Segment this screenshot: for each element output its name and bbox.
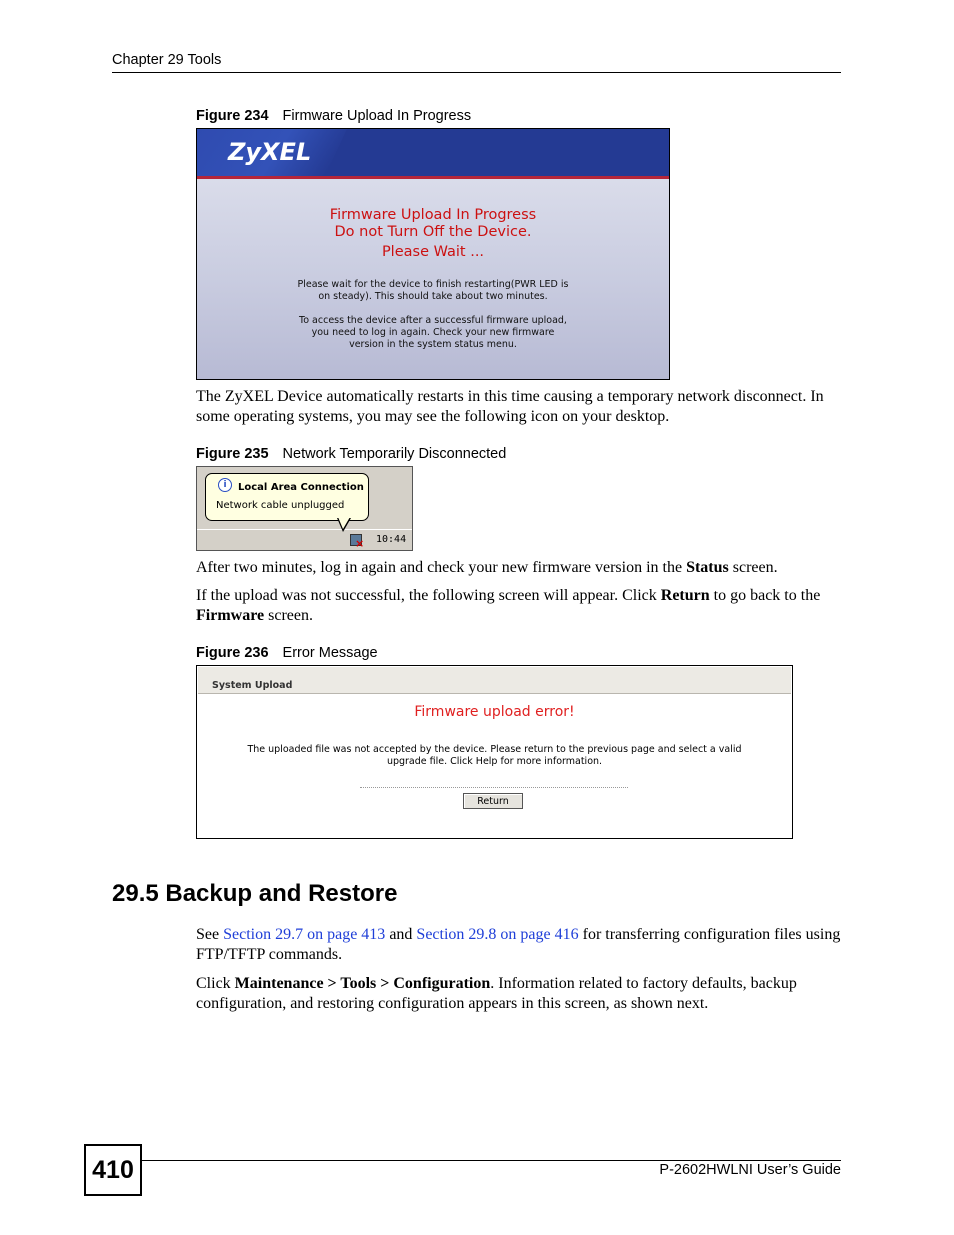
figure-236-title: Error Message (282, 645, 378, 661)
network-disconnected-screen (196, 466, 413, 551)
paragraph-check-version (196, 558, 841, 578)
figure-234-caption (196, 108, 471, 124)
s2-click: Click (196, 975, 235, 992)
section-paragraph-see (196, 925, 841, 965)
upload-heading-line: Firmware Upload In Progress (329, 207, 537, 223)
banner-accent-line (197, 176, 669, 179)
paragraph-upload-failed (196, 586, 841, 626)
notification-balloon[interactable] (205, 473, 369, 521)
disconnected-x-icon: × (355, 537, 365, 550)
tray-clock: 10:44 (376, 534, 407, 545)
p2-text-end: screen. (728, 559, 778, 576)
error-message-line: The uploaded file was not accepted by the device. Please return to the previous page and select a valid (247, 744, 742, 755)
chapter-header: Chapter 29 Tools (112, 52, 222, 68)
balloon-message: Network cable unplugged (216, 500, 345, 511)
figure-234-title: Firmware Upload In Progress (282, 108, 472, 124)
zyxel-banner (197, 129, 669, 176)
paragraph-restart: The ZyXEL Device automatically restarts in this time causing a temporary network disconnect. In some operating systems, you may see the following icon on your desktop. (196, 388, 824, 425)
s1-and: and (385, 926, 417, 943)
firmware-upload-screen (196, 128, 670, 380)
header-rule (112, 72, 841, 73)
s2-rest: . Information related to factory defaults, backup configuration, and restoring configuration appears in this screen, as shown next. (196, 975, 797, 1012)
link-section-29-8[interactable]: Section 29.8 on page 416 (416, 926, 579, 943)
guide-title: P-2602HWLNI User’s Guide (659, 1162, 841, 1178)
s1-rest: for transferring configuration files using FTP/TFTP commands. (196, 926, 841, 963)
dotted-divider (360, 787, 628, 788)
figure-236-caption (196, 645, 378, 661)
access-message-line: version in the system status menu. (349, 339, 517, 350)
error-message-line: upgrade file. Click Help for more information. (386, 756, 603, 767)
wait-message-line: on steady). This should take about two minutes. (318, 291, 548, 302)
zyxel-logo: ZyXEL (228, 138, 312, 166)
wait-message-line: Please wait for the device to finish restarting(PWR LED is (297, 279, 569, 290)
balloon-title: Local Area Connection (238, 482, 364, 493)
p2-status: Status (686, 559, 729, 576)
return-button[interactable]: Return (463, 793, 523, 809)
figure-234-label: Figure 234 (196, 108, 269, 124)
p3-text: If the upload was not successful, the following screen will appear. Click (196, 587, 661, 604)
p3-firmware: Firmware (196, 607, 265, 624)
balloon-tail-fill (338, 517, 350, 529)
access-message-line: you need to log in again. Check your new firmware (311, 327, 555, 338)
s2-menu-path: Maintenance > Tools > Configuration (234, 975, 491, 992)
figure-235-caption (196, 446, 506, 462)
figure-236-label: Figure 236 (196, 645, 269, 661)
p2-text: After two minutes, log in again and check your new firmware version in the (196, 559, 687, 576)
section-heading: 29.5 Backup and Restore (112, 880, 398, 907)
figure-235-title: Network Temporarily Disconnected (282, 446, 507, 462)
info-icon: i (218, 478, 232, 492)
page-number: 410 (84, 1144, 142, 1196)
footer-rule (140, 1160, 841, 1161)
error-message (197, 744, 792, 768)
p3-text-end: screen. (264, 607, 313, 624)
section-paragraph-click (196, 974, 841, 1014)
error-message-screen (196, 665, 793, 839)
figure-235-label: Figure 235 (196, 446, 269, 462)
s1-see: See (196, 926, 224, 943)
access-message-line: To access the device after a successful firmware upload, (299, 315, 567, 326)
link-section-29-7[interactable]: Section 29.7 on page 413 (223, 926, 386, 943)
p3-return: Return (660, 587, 710, 604)
system-upload-title: System Upload (212, 680, 293, 691)
error-title: Firmware upload error! (414, 704, 575, 720)
upload-heading-line: Please Wait ... (381, 244, 485, 260)
upload-heading-line: Do not Turn Off the Device. (334, 224, 532, 240)
p3-text-mid: to go back to the (709, 587, 821, 604)
